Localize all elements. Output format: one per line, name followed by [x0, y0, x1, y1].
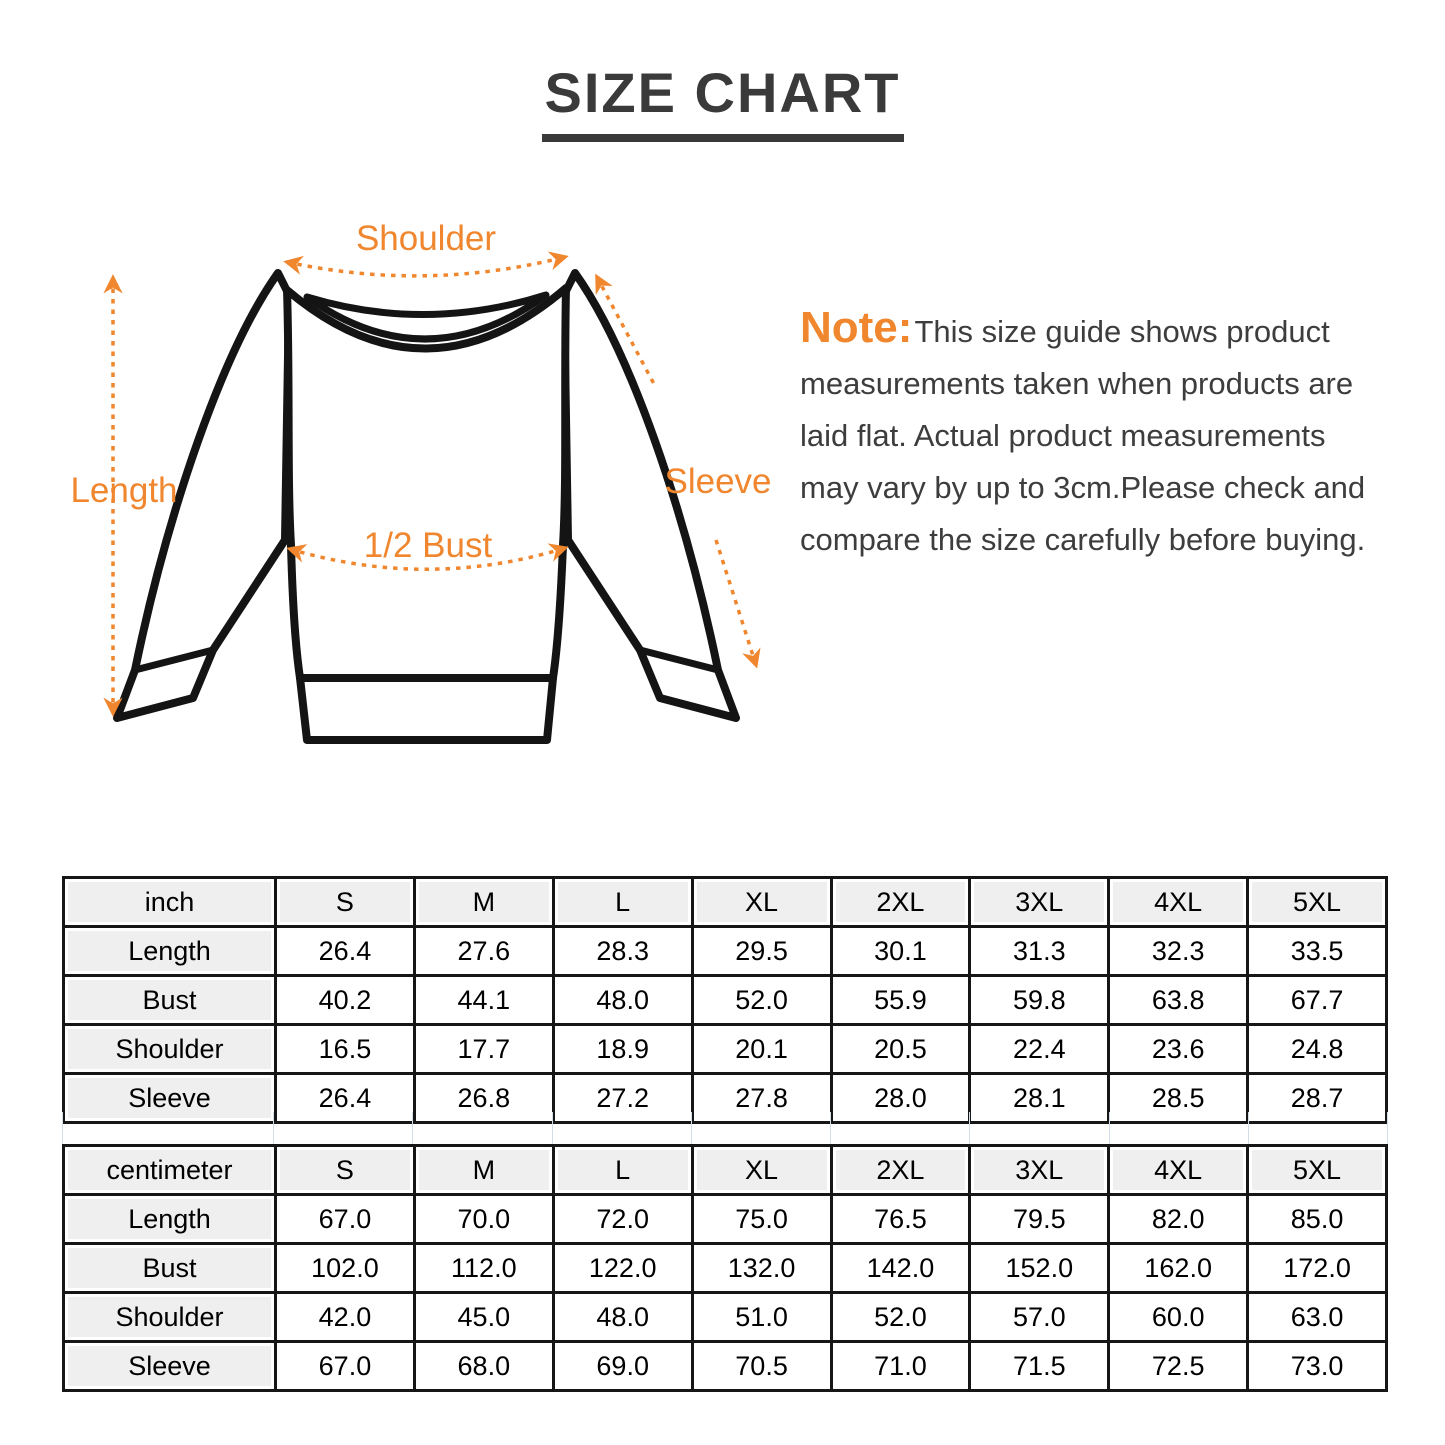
- note-line: [800, 302, 1410, 358]
- measurement-value-cell: 67.0: [276, 1342, 415, 1391]
- size-column-header: L: [553, 1146, 692, 1195]
- size-column-header: S: [276, 878, 415, 927]
- measurement-value-cell: 73.0: [1248, 1342, 1387, 1391]
- measurement-value-cell: 20.1: [692, 1025, 831, 1074]
- gap-gridline-cell: [274, 1112, 413, 1144]
- measurement-value-cell: 132.0: [692, 1244, 831, 1293]
- note-line: may vary by up to 3cm.Please check and: [800, 470, 1366, 505]
- sweater-diagram: [60, 200, 780, 780]
- measurement-value-cell: 23.6: [1109, 1025, 1248, 1074]
- measurement-value-cell: 76.5: [831, 1195, 970, 1244]
- measurement-value-cell: 67.7: [1248, 976, 1387, 1025]
- note-block: [800, 302, 1410, 566]
- measurement-value-cell: 59.8: [970, 976, 1109, 1025]
- note-line: measurements taken when products are: [800, 366, 1354, 401]
- measurement-value-cell: 28.5: [1109, 1074, 1248, 1123]
- table-row: [64, 976, 1387, 1025]
- measurement-value-cell: 24.8: [1248, 1025, 1387, 1074]
- table-row: [64, 1195, 1387, 1244]
- table-gap-gridlines: [62, 1112, 1388, 1144]
- measurement-value-cell: 75.0: [692, 1195, 831, 1244]
- sleeve-arrow-lower: [716, 540, 756, 665]
- table-row: [64, 1244, 1387, 1293]
- unit-header-cell: inch: [64, 878, 276, 927]
- measurement-row-label: Length: [64, 927, 276, 976]
- measurement-value-cell: 44.1: [414, 976, 553, 1025]
- table-row: [64, 1293, 1387, 1342]
- length-label: Length: [70, 471, 178, 510]
- table-row: [64, 927, 1387, 976]
- measurement-value-cell: 63.8: [1109, 976, 1248, 1025]
- sweater-body: [287, 288, 566, 678]
- measurement-value-cell: 16.5: [276, 1025, 415, 1074]
- gap-gridline-cell: [1249, 1112, 1388, 1144]
- shoulder-label: Shoulder: [355, 219, 497, 258]
- page-title: SIZE CHART: [542, 60, 904, 142]
- measurement-value-cell: 52.0: [831, 1293, 970, 1342]
- unit-header-cell: centimeter: [64, 1146, 276, 1195]
- size-column-header: 4XL: [1109, 1146, 1248, 1195]
- measurement-value-cell: 79.5: [970, 1195, 1109, 1244]
- note-label: Note:: [800, 303, 913, 352]
- measurement-value-cell: 30.1: [831, 927, 970, 976]
- measurement-value-cell: 45.0: [414, 1293, 553, 1342]
- size-column-header: XL: [692, 878, 831, 927]
- measurement-value-cell: 70.0: [414, 1195, 553, 1244]
- measurement-value-cell: 28.3: [553, 927, 692, 976]
- measurement-value-cell: 63.0: [1248, 1293, 1387, 1342]
- measurement-value-cell: 33.5: [1248, 927, 1387, 976]
- note-line: laid flat. Actual product measurements: [800, 418, 1326, 453]
- measurement-value-cell: 67.0: [276, 1195, 415, 1244]
- measurement-value-cell: 172.0: [1248, 1244, 1387, 1293]
- measurement-value-cell: 28.1: [970, 1074, 1109, 1123]
- measurement-row-label: Sleeve: [64, 1342, 276, 1391]
- measurement-value-cell: 27.2: [553, 1074, 692, 1123]
- size-column-header: S: [276, 1146, 415, 1195]
- gap-gridline-cell: [553, 1112, 692, 1144]
- measurement-value-cell: 26.4: [276, 927, 415, 976]
- measurement-value-cell: 26.8: [414, 1074, 553, 1123]
- measurement-value-cell: 42.0: [276, 1293, 415, 1342]
- sleeve-label: Sleeve: [664, 462, 772, 501]
- measurement-value-cell: 17.7: [414, 1025, 553, 1074]
- size-column-header: 3XL: [970, 878, 1109, 927]
- measurement-value-cell: 27.6: [414, 927, 553, 976]
- measurement-value-cell: 27.8: [692, 1074, 831, 1123]
- size-column-header: M: [414, 1146, 553, 1195]
- measurement-row-label: Bust: [64, 976, 276, 1025]
- note-text: This size guide shows product: [914, 314, 1330, 349]
- measurement-value-cell: 122.0: [553, 1244, 692, 1293]
- measurement-value-cell: 60.0: [1109, 1293, 1248, 1342]
- measurement-value-cell: 32.3: [1109, 927, 1248, 976]
- page-title-wrap: [0, 60, 1445, 142]
- size-column-header: 5XL: [1248, 878, 1387, 927]
- measurement-value-cell: 22.4: [970, 1025, 1109, 1074]
- size-table-centimeter: [62, 1144, 1388, 1392]
- measurement-value-cell: 72.5: [1109, 1342, 1248, 1391]
- measurement-row-label: Sleeve: [64, 1074, 276, 1123]
- measurement-value-cell: 85.0: [1248, 1195, 1387, 1244]
- gap-gridline-cell: [831, 1112, 970, 1144]
- measurement-value-cell: 71.5: [970, 1342, 1109, 1391]
- measurement-value-cell: 57.0: [970, 1293, 1109, 1342]
- measurement-value-cell: 48.0: [553, 1293, 692, 1342]
- size-column-header: L: [553, 878, 692, 927]
- measurement-value-cell: 52.0: [692, 976, 831, 1025]
- measurement-value-cell: 70.5: [692, 1342, 831, 1391]
- sweater-outline: [117, 273, 736, 740]
- measurement-row-label: Bust: [64, 1244, 276, 1293]
- size-column-header: 5XL: [1248, 1146, 1387, 1195]
- size-column-header: 4XL: [1109, 878, 1248, 927]
- measurement-value-cell: 29.5: [692, 927, 831, 976]
- measurement-value-cell: 72.0: [553, 1195, 692, 1244]
- gap-gridline-cell: [692, 1112, 831, 1144]
- measurement-value-cell: 162.0: [1109, 1244, 1248, 1293]
- table-row: [64, 1342, 1387, 1391]
- measurement-value-cell: 20.5: [831, 1025, 970, 1074]
- gap-gridline-cell: [413, 1112, 552, 1144]
- half-bust-label: 1/2 Bust: [363, 526, 493, 565]
- measurement-value-cell: 102.0: [276, 1244, 415, 1293]
- table-row: [64, 1025, 1387, 1074]
- measurement-value-cell: 51.0: [692, 1293, 831, 1342]
- measurement-value-cell: 82.0: [1109, 1195, 1248, 1244]
- size-column-header: 2XL: [831, 878, 970, 927]
- measurement-value-cell: 26.4: [276, 1074, 415, 1123]
- gap-gridline-cell: [970, 1112, 1109, 1144]
- measurement-row-label: Shoulder: [64, 1293, 276, 1342]
- size-column-header: XL: [692, 1146, 831, 1195]
- measurement-value-cell: 152.0: [970, 1244, 1109, 1293]
- measurement-value-cell: 55.9: [831, 976, 970, 1025]
- measurement-value-cell: 112.0: [414, 1244, 553, 1293]
- size-table-inch: [62, 876, 1388, 1124]
- measurement-value-cell: 28.0: [831, 1074, 970, 1123]
- measurement-value-cell: 31.3: [970, 927, 1109, 976]
- shoulder-arrow: [287, 257, 565, 276]
- measurement-value-cell: 71.0: [831, 1342, 970, 1391]
- note-line: compare the size carefully before buying.: [800, 522, 1366, 557]
- measurement-value-cell: 18.9: [553, 1025, 692, 1074]
- measurement-value-cell: 40.2: [276, 976, 415, 1025]
- measurement-value-cell: 69.0: [553, 1342, 692, 1391]
- size-column-header: 3XL: [970, 1146, 1109, 1195]
- measurement-value-cell: 48.0: [553, 976, 692, 1025]
- size-column-header: 2XL: [831, 1146, 970, 1195]
- gap-gridline-cell: [62, 1112, 274, 1144]
- size-column-header: M: [414, 878, 553, 927]
- measurement-row-label: Length: [64, 1195, 276, 1244]
- measurement-value-cell: 142.0: [831, 1244, 970, 1293]
- measurement-value-cell: 28.7: [1248, 1074, 1387, 1123]
- gap-gridline-cell: [1110, 1112, 1249, 1144]
- sweater-waistband: [300, 678, 553, 740]
- measurement-value-cell: 68.0: [414, 1342, 553, 1391]
- measurement-row-label: Shoulder: [64, 1025, 276, 1074]
